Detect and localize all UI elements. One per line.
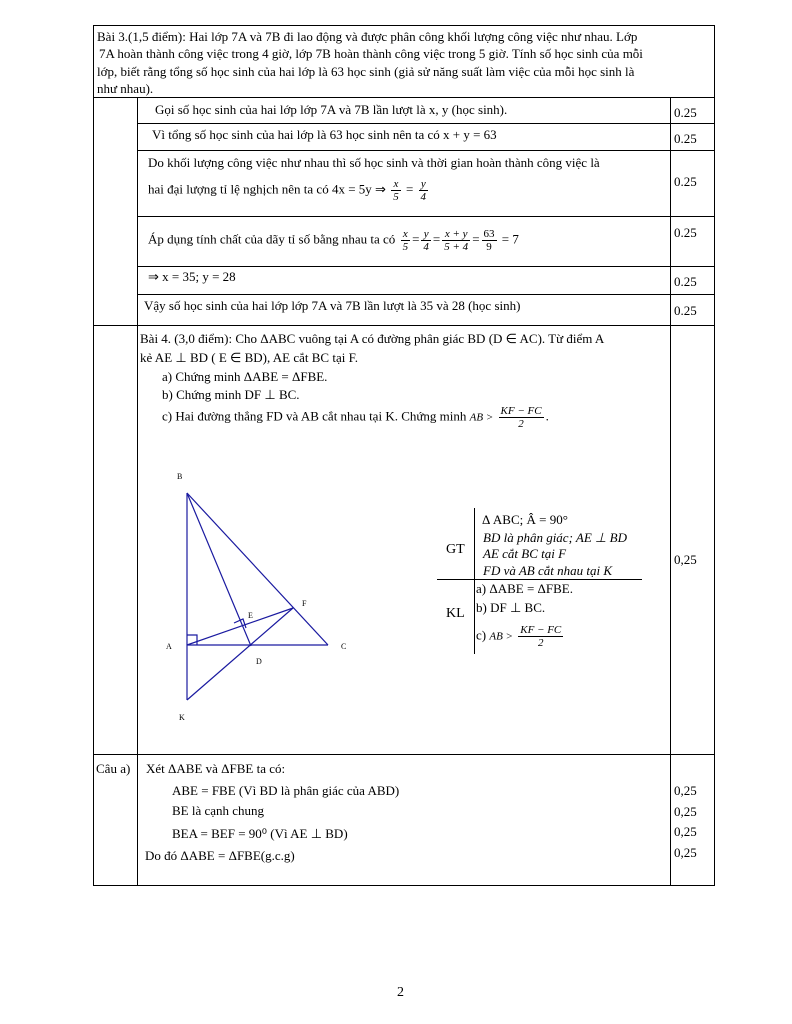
bai3-line-3: lớp, biết rằng tổng số học sinh của hai lớp là 63 học sinh (giả sử năng suất làm việc của mỗi học sinh là	[97, 64, 635, 79]
row-divider	[137, 123, 715, 124]
bai4-line-2: kẻ AE ⊥ BD ( E ∈ BD), AE cắt BC tại F.	[140, 350, 359, 365]
label-f: F	[302, 599, 307, 608]
fraction-kf-fc: $\frac{KF - FC}{2}$	[520, 624, 562, 649]
ab-greater: AB >	[469, 411, 494, 424]
label-b: B	[177, 472, 183, 481]
ab-greater: AB >	[489, 630, 513, 643]
bai4-question-b: b) Chứng minh DF ⊥ BC.	[162, 387, 300, 402]
fraction-kf-fc: $\frac{KF - FC}{2}$	[500, 405, 542, 430]
section-divider	[93, 754, 715, 755]
fraction-y-over-4: $\frac{y}{4}$	[423, 228, 429, 253]
bai3-row-3-score: 0.25	[674, 174, 697, 189]
kl-line-c	[476, 624, 565, 649]
bai4-question-a: a) Chứng minh ΔABE = ΔFBE.	[162, 369, 328, 384]
bai3-row-3-text-b: hai đại lượng tỉ lệ nghịch nên ta có 4x = 5y ⇒ $\frac{x}{5}$ = $\frac{y}{4}$	[148, 178, 427, 203]
cau-a-score-4: 0,25	[674, 845, 697, 860]
bai4-question-c-label: c) Hai đường thẳng FD và AB cắt nhau tại K. Chứng minh	[162, 408, 467, 424]
segment-kf	[187, 608, 293, 700]
bai3-row-2-score: 0.25	[674, 131, 697, 146]
table-right-border	[714, 25, 715, 886]
bai3-row-3-text-b-label: hai đại lượng tỉ lệ nghịch nên ta có 4x = 5y ⇒	[148, 181, 386, 197]
bai4-question-c: c) Hai đường thẳng FD và AB cắt nhau tại K. Chứng minh AB > $\frac{KF - FC}{2}$ .	[162, 405, 549, 430]
fraction-sum: $\frac{x + y}{5 + 4}$	[444, 228, 469, 253]
bai3-row-1-score: 0.25	[674, 105, 697, 120]
kl-label: KL	[446, 606, 465, 621]
bai3-row-3-text-a: Do khối lượng công việc như nhau thì số học sinh và thời gian hoàn thành công việc là	[148, 155, 600, 170]
bai3-row-5-text: ⇒ x = 35; y = 28	[148, 269, 236, 284]
gt-line-2: BD là phân giác; AE ⊥ BD	[483, 530, 627, 545]
gt-label: GT	[446, 542, 465, 557]
bai3-row-2-text: Vì tổng số học sinh của hai lớp là 63 học sinh nên ta có x + y = 63	[152, 127, 497, 142]
geometry-figure	[160, 465, 360, 730]
cau-a-line-5: Do đó ΔABE = ΔFBE(g.c.g)	[145, 848, 295, 863]
cau-a-score-3: 0,25	[674, 824, 697, 839]
cau-a-line-3: BE là cạnh chung	[172, 803, 265, 818]
cau-a-label: Câu a)	[96, 761, 131, 776]
cau-a-score-2: 0,25	[674, 804, 697, 819]
fraction-x-over-5: $\frac{x}{5}$	[393, 178, 399, 203]
bai3-row-6-text: Vậy số học sinh của hai lớp lớp 7A và 7B lần lượt là 35 và 28 (học sinh)	[144, 298, 521, 313]
row-divider	[137, 294, 715, 295]
bai3-line-2: 7A hoàn thành công việc trong 4 giờ, lớp 7B hoàn thành công việc trong 5 giờ. Tính số học sinh của mỗi	[99, 46, 643, 61]
bai3-row-5-score: 0.25	[674, 274, 697, 289]
bai3-line-4: như nhau).	[97, 81, 154, 96]
segment-af	[187, 608, 293, 645]
gt-line-3: AE cắt BC tại F	[483, 546, 567, 561]
bai3-row-4-label: Áp dụng tính chất của dãy tỉ số bằng nhau ta có	[148, 231, 396, 247]
fraction-x-over-5: $\frac{x}{5}$	[402, 228, 409, 253]
fraction-63-over-9: $\frac{63}{9}$	[483, 228, 495, 253]
label-e: E	[248, 611, 253, 620]
label-d: D	[256, 657, 262, 666]
bai3-row-4-text: Áp dụng tính chất của dãy tỉ số bằng nhau ta có $\frac{x}{5}$ = $\frac{y}{4}$ = $\frac{x + y}{5 + 4}$ = $\frac{63}{9}$ = 7	[148, 228, 519, 253]
page-number: 2	[397, 985, 404, 1000]
bai3-row-1-text: Gọi số học sinh của hai lớp lớp 7A và 7B lần lượt là x, y (học sinh).	[155, 102, 508, 117]
label-c: C	[341, 642, 347, 651]
cau-a-line-4: BEA = BEF = 90⁰ (Vì AE ⊥ BD)	[172, 826, 348, 841]
kl-line-b: b) DF ⊥ BC.	[476, 600, 546, 615]
gt-line-4: FD và AB cắt nhau tại K	[483, 563, 613, 578]
segment-bd	[187, 493, 251, 646]
bai4-score: 0,25	[674, 552, 697, 567]
cau-a-score-1: 0,25	[674, 783, 697, 798]
table-bottom-border	[93, 885, 715, 886]
kl-line-c-label: c)	[476, 627, 487, 643]
gt-line-1: Δ ABC; Â = 90°	[482, 512, 568, 527]
label-k: K	[179, 713, 185, 722]
equals-seven: = 7	[501, 231, 519, 247]
gt-kl-horizontal	[437, 579, 642, 580]
row-divider	[137, 216, 715, 217]
bai3-header-divider	[93, 97, 715, 98]
label-a: A	[166, 642, 172, 651]
bai4-line-1: Bài 4. (3,0 điểm): Cho ΔABC vuông tại A có đường phân giác BD (D ∈ AC). Từ điểm A	[140, 331, 605, 346]
table-left-border	[93, 25, 94, 886]
cau-a-line-1: Xét ΔABE và ΔFBE ta có:	[146, 761, 286, 776]
bai3-row-4-score: 0.25	[674, 225, 697, 240]
fraction-y-over-4: $\frac{y}{4}$	[420, 178, 427, 203]
section-divider	[93, 325, 715, 326]
kl-line-a: a) ΔABE = ΔFBE.	[476, 581, 573, 596]
cau-a-line-2: ABE = FBE (Vì BD là phân giác của ABD)	[172, 783, 400, 798]
bai3-line-1: Bài 3.(1,5 điểm): Hai lớp 7A và 7B đi lao động và được phân công khối lượng công việc như nhau. Lớp	[97, 29, 638, 44]
segment-bc	[187, 493, 328, 645]
bai3-row-6-score: 0.25	[674, 303, 697, 318]
row-divider	[137, 150, 715, 151]
row-divider	[137, 266, 715, 267]
table-top-border	[93, 25, 715, 26]
gt-kl-vertical	[474, 508, 475, 654]
